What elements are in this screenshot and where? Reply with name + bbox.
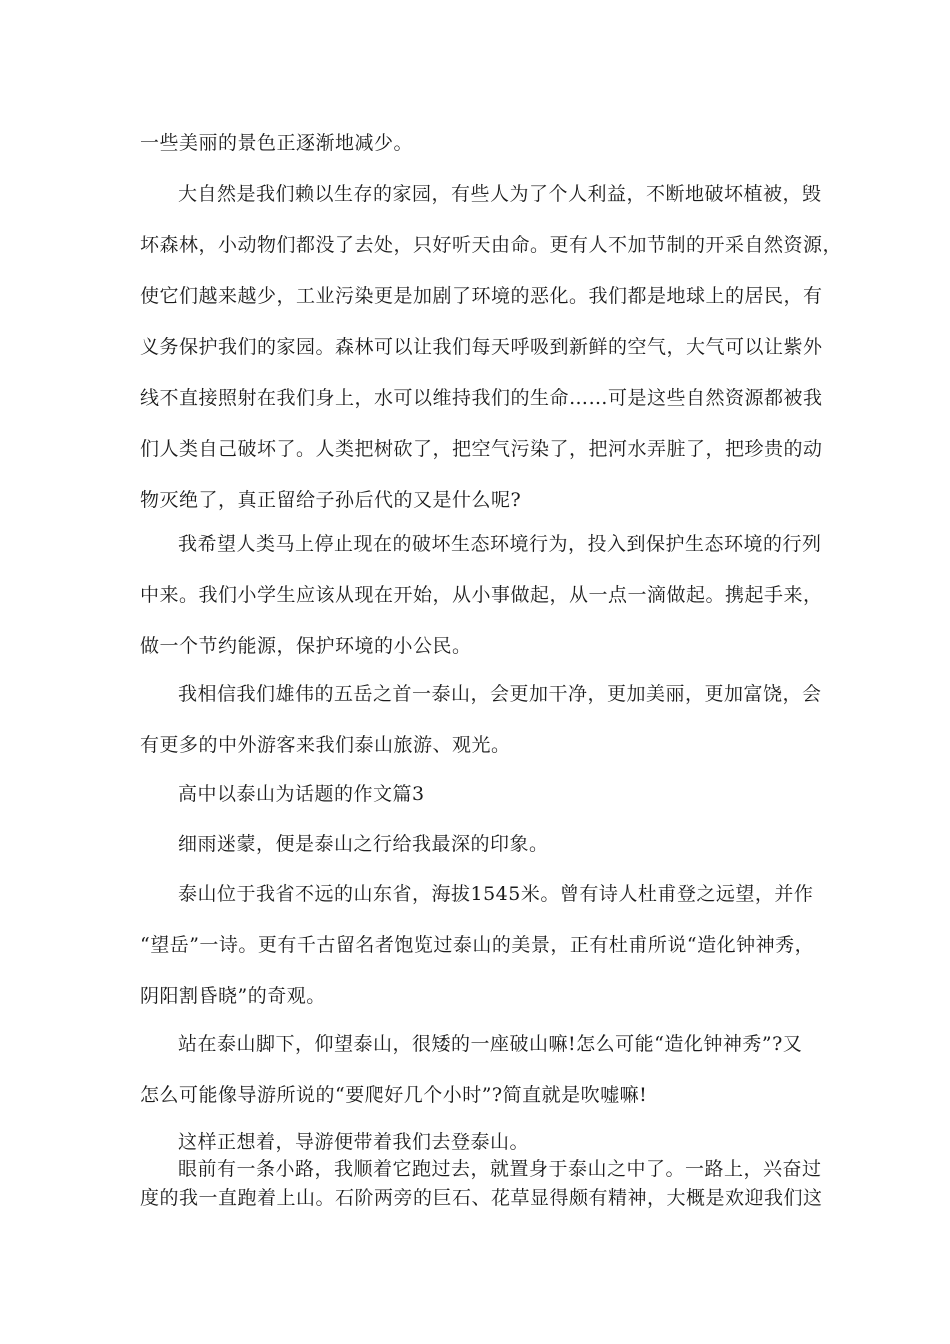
paragraph-belief <box>140 669 820 771</box>
text-line: 这样正想着，导游便带着我们去登泰山。 <box>178 1131 530 1153</box>
text-line: 我相信我们雄伟的五岳之首一泰山，会更加干净，更加美丽，更加富饶，会 <box>178 683 822 705</box>
paragraph-foot-of-mountain <box>140 1019 820 1121</box>
text-line: 站在泰山脚下，仰望泰山，很矮的一座破山嘛!怎么可能“造化钟神秀”?又 <box>178 1033 803 1055</box>
text-line: 使它们越来越少，工业污染更是加剧了环境的恶化。我们都是地球上的居民，有 <box>140 285 823 307</box>
text-line: “望岳”一诗。更有千古留名者饱览过泰山的美景，正有杜甫所说“造化钟神秀， <box>140 934 815 956</box>
text-line: 度的我一直跑着上山。石阶两旁的巨石、花草显得颇有精神，大概是欢迎我们这 <box>140 1187 823 1209</box>
text-line: 中来。我们小学生应该从现在开始，从小事做起，从一点一滴做起。携起手来， <box>140 584 823 606</box>
paragraph-location <box>140 869 820 1022</box>
text-line: 泰山位于我省不远的山东省，海拔1545米。曾有诗人杜甫登之远望，并作 <box>178 883 814 905</box>
text-line: 怎么可能像导游所说的“要爬好几个小时”?简直就是吹嘘嘛! <box>140 1084 648 1106</box>
text-line: 高中以泰山为话题的作文篇3 <box>178 783 425 805</box>
text-line: 坏森林，小动物们都没了去处，只好听天由命。更有人不加节制的开采自然资源， <box>140 234 843 256</box>
paragraph-drizzle <box>140 819 820 870</box>
paragraph-start-climb <box>140 1128 820 1157</box>
paragraph-nature-home <box>140 169 843 526</box>
paragraph-hope <box>140 519 823 672</box>
text-line: 物灭绝了，真正留给子孙后代的又是什么呢? <box>140 489 522 511</box>
text-line: 线不直接照射在我们身上，水可以维持我们的生命……可是这些自然资源都被我 <box>140 387 823 409</box>
text-line: 有更多的中外游客来我们泰山旅游、观光。 <box>140 734 511 756</box>
paragraph-path <box>140 1155 823 1213</box>
text-line: 眼前有一条小路，我顺着它跑过去，就置身于泰山之中了。一路上，兴奋过 <box>178 1158 822 1180</box>
text-line: 们人类自己破坏了。人类把树砍了，把空气污染了，把河水弄脏了，把珍贵的动 <box>140 438 823 460</box>
text-line: 我希望人类马上停止现在的破坏生态环境行为，投入到保护生态环境的行列 <box>178 533 822 555</box>
text-line: 细雨迷蒙，便是泰山之行给我最深的印象。 <box>178 833 549 855</box>
paragraph-continuation <box>140 118 820 169</box>
text-line: 做一个节约能源，保护环境的小公民。 <box>140 635 472 657</box>
text-line: 义务保护我们的家园。森林可以让我们每天呼吸到新鲜的空气，大气可以让紫外 <box>140 336 823 358</box>
text-line: 阴阳割昏晓”的奇观。 <box>140 985 326 1007</box>
text-line: 大自然是我们赖以生存的家园，有些人为了个人利益，不断地破坏植被，毁 <box>178 183 822 205</box>
essay-heading <box>140 769 820 820</box>
text-line: 一些美丽的景色正逐渐地减少。 <box>140 132 414 154</box>
